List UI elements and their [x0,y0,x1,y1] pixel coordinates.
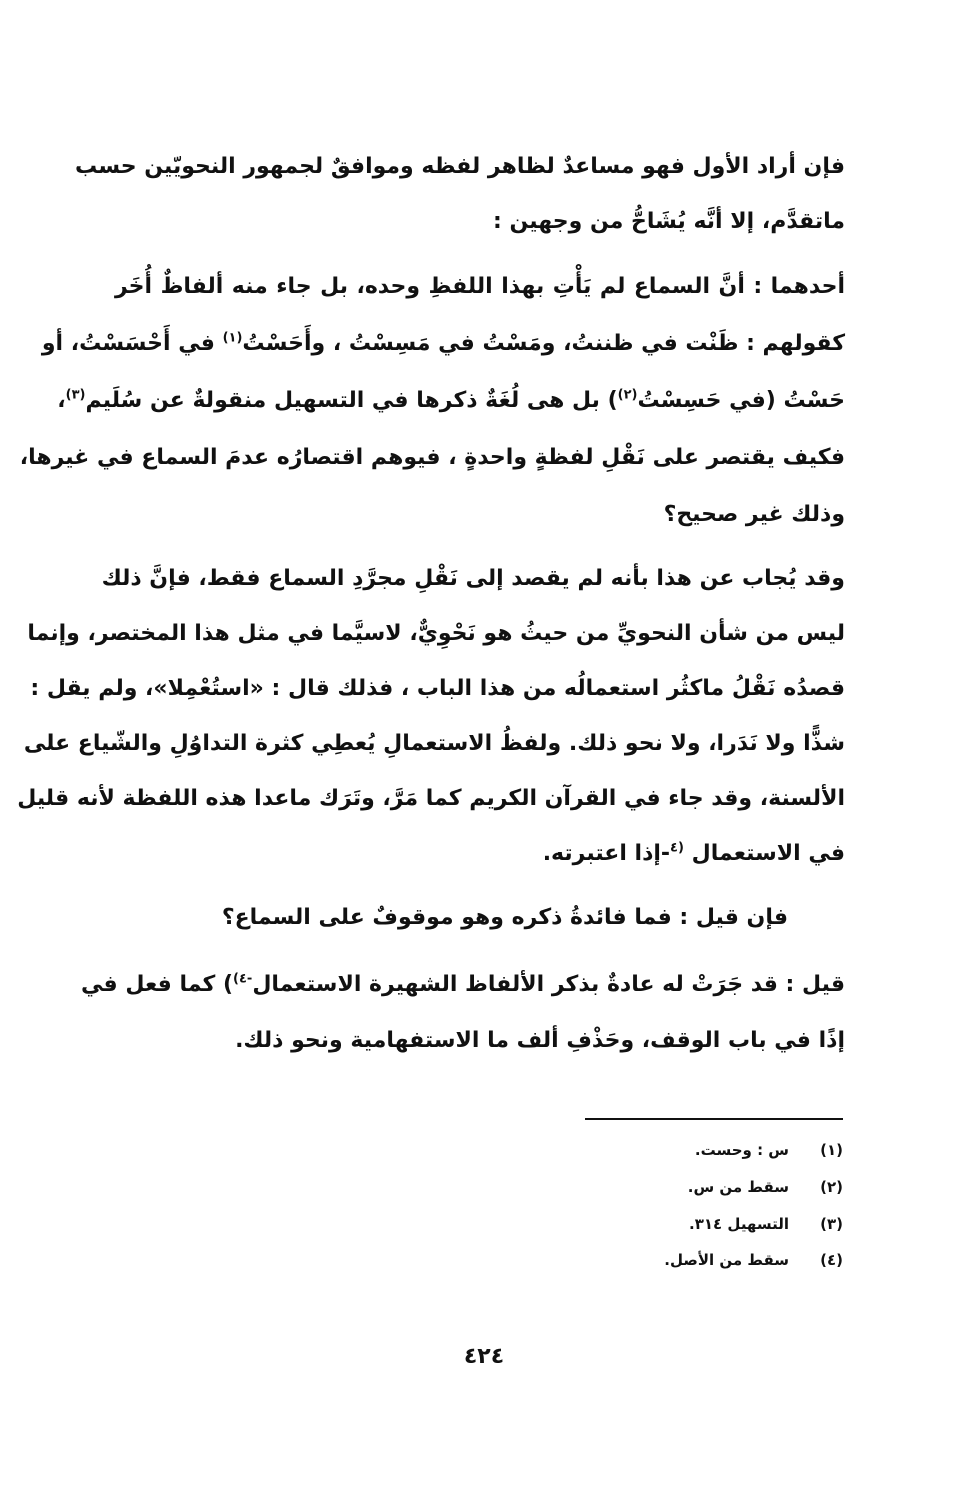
paragraph-2-line-3-tail: ، [57,388,66,413]
paragraph-2-line-4: فكيف يقتصر على نَقْلِ لفظةٍ واحدةٍ ، فيوهم اقتصارُه عدمَ السماع في غيرها، [19,445,845,470]
footnote-1 [443,1137,843,1163]
paragraph-4-line-1: فإن قيل : فما فائدةُ ذكره وهو موقوفٌ على السماع؟ [221,905,788,930]
footnote-separator [585,1118,843,1120]
paragraph-2-line-3-text: حَسْتُ (في حَسِسْتُ [637,388,845,413]
footnote-3 [443,1211,843,1237]
footnote-ref-4b: -٤) [233,971,253,987]
paragraph-3-line-4: شذًّا ولا نَدَرا، ولا نحو ذلك. ولفظُ الاستعمالِ يُعطِي كثرة التداوُلِ والشّياع على [23,731,845,756]
paragraph-2-line-2-tail: في أَحْسَسْتُ، أو [41,331,223,356]
footnote-ref-2: (٢) [617,387,638,403]
paragraph-3-line-6 [115,837,845,871]
footnote-ref-1: (١) [222,330,243,346]
paragraph-5-line-1-tail: ) كما فعل في [81,972,234,997]
paragraph-5-line-1 [81,968,845,1002]
page-number: ٤٢٤ [463,1344,505,1369]
footnote-ref-4: (٤ [670,840,684,856]
footnote-4-text: سقط من الأصل. [664,1251,789,1269]
paragraph-2-line-5: وذلك غير صحيح؟ [663,502,845,527]
paragraph-3-line-5: الألسنة، وقد جاء في القرآن الكريم كما مَرَّ، وتَرَك ماعدا هذه اللفظة لأنه قليل [17,786,845,811]
paragraph-5-line-1-text: قيل : قد جَرَتْ له عادةٌ بذكر الألفاظ الشهيرة الاستعمال [252,972,845,997]
paragraph-3-line-2: ليس من شأن النحويِّ من حيثُ هو نَحْوِيٌّ، لاسيَّما في مثل هذا المختصر، وإنما [27,621,845,646]
paragraph-2-line-3-mid: ) بل هى لُغَةٌ ذكرها في التسهيل منقولةٌ عن سُلَيم [85,388,618,413]
footnote-3-text: التسهيل ٣١٤. [689,1215,789,1233]
footnote-4-number: (٤) [820,1251,843,1269]
footnote-1-text: س : وحست. [694,1141,789,1159]
paragraph-1-line-2: ماتقدَّم، إلا أنَّه يُشَاحُّ من وجهين : [493,209,845,234]
paragraph-3-line-3: قصدُه نَقْلُ ماكثُر استعمالُه من هذا الباب ، فذلك قال : «استُعْمِلا»، ولم يقل : [30,676,845,701]
paragraph-2-line-3 [57,384,845,418]
footnote-2-text: سقط من س. [687,1178,789,1196]
footnote-1-number: (١) [820,1141,843,1159]
footnote-2-number: (٢) [820,1178,843,1196]
paragraph-2-line-2-text: كقولهم : ظَنْت في ظننتُ، ومَسْتُ في مَسِسْتُ ، وأَحَسْتُ [242,331,845,356]
footnote-2 [443,1174,843,1200]
paragraph-3-line-6-text: في الاستعمال [691,841,845,866]
footnote-4 [443,1247,843,1273]
paragraph-3-line-1: وقد يُجاب عن هذا بأنه لم يقصد إلى نَقْلِ مجرَّدِ السماع فقط، فإنَّ ذلك [101,566,845,591]
paragraph-2-line-2 [41,327,845,361]
paragraph-3-line-6-tail: -إذا اعتبرته. [542,841,671,866]
paragraph-2-line-1: أحدهما : أنَّ السماع لم يَأْتِ بهذا اللفظِ وحده، بل جاء منه ألفاظٌ أُخَر [115,274,845,299]
footnote-3-number: (٣) [820,1215,843,1233]
paragraph-5-line-2: إذًا في باب الوقف، وحَذْفِ ألف ما الاستفهامية ونحو ذلك. [235,1028,845,1053]
footnote-ref-3: (٣) [65,387,86,403]
paragraph-1-line-1: فإن أراد الأول فهو مساعدٌ لظاهر لفظه وموافقٌ لجمهور النحويّين حسب [75,154,845,179]
